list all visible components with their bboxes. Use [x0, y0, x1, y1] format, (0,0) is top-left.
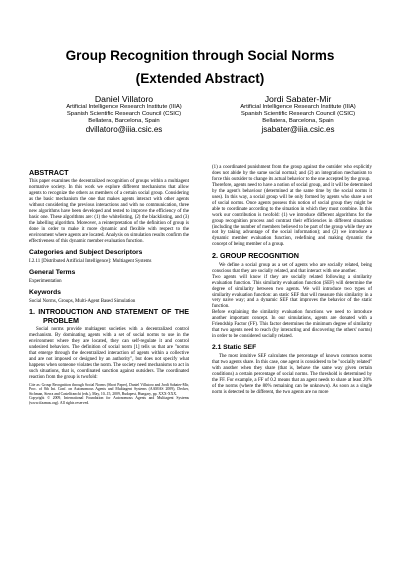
right-column — [212, 165, 372, 396]
categories-heading: Categories and Subject Descriptors — [29, 248, 143, 256]
author-affiliation: Spanish Scientific Research Council (CSIC) — [66, 111, 182, 118]
copyright-block — [29, 383, 189, 406]
author-email: dvillatoro@iiia.csic.es — [85, 125, 163, 135]
author-email: jsabater@iiia.csic.es — [261, 125, 335, 135]
author-affiliation: Spanish Scientific Research Council (CSIC) — [240, 111, 356, 118]
general-terms-heading: General Terms — [29, 268, 76, 276]
section2-paragraph: We define a social group as a set of agents who are socially related, being conscious that they are socially related, and that interact with one another. — [212, 262, 372, 274]
section21-text: The most intuitive SEF calculates the percentage of known common norms that two agents share. In this case, one agent is considered to be "socially related" with another when they share (that is, behave the same way given certain conditions) a certain percentage of social norms. The threshold is determined by the FF. For example, a FF of 0.2 means that an agent needs to share at least 20% of the norms (where the 80% remaining can be unknown). As soon as a single norm is detected to be different, the two agents are no more — [212, 354, 372, 395]
author-location: Bellatera, Barcelona, Spain — [88, 118, 160, 125]
section1-text: Social norms provide multiagent societies with a decentralized control mechanism. By dominating agents with a set of social norms to use in the environment where they are located, they can self-regulate it and control undesired behaviors. The definition of social norm [1] tells us that are "norms that emerge through the decentralized interaction of agents within a collective and are not imposed or designed by an authority", but does not specify what happens when someone violates the norm. The society need mechanisms to act in such situations, that is, coordinated sanction against outsiders. The coordinated reaction from the group is twofold: — [29, 327, 189, 380]
paper-subtitle: (Extended Abstract) — [135, 71, 265, 86]
section21-heading: 2.1 Static SEF — [212, 344, 257, 352]
author-name: Daniel Villatoro — [94, 94, 154, 104]
paper-title: Group Recognition through Social Norms — [65, 48, 335, 63]
abstract-text: This paper examines the decentralized recognition of groups within a multiagent normative society. In this work we explore different mechanisms that allow agents to recognize the others as members of a certain social group. Considering as the basic mechanism the one that makes agents interact with other agents without considering the previous interactions and with no communication, three new algorithms have been developed and tested to improve the efficiency of the basic one. These algorithms are: (1) the whitelisting, (2) the blacklisting, and (3) the labelling algorithm. Moreover, a reinterpretation of the definition of group is done in order to make it more dynamic and flexible with respect to the environment where agents are located. Analysis on simulation results confirm the effectiveness of this dynamic member evaluation function. — [29, 179, 189, 244]
left-column — [29, 165, 189, 405]
author-location: Bellatera, Barcelona, Spain — [262, 118, 334, 125]
section2-heading: 2. GROUP RECOGNITION — [212, 251, 299, 261]
cite-line: Cite as: Group Recognition through Social Norms (Short Paper), Daniel Villatoro and Jordi Sabater-Mir, Proc. of 8th Int. Conf. on Autonomous Agents and Multiagent Systems (AAMAS 2009), Decker, Sichman, Sierra and Castelfranchi (eds.), May, 10–15, 2009, Budapest, Hungary, pp. XXX-XXX. — [29, 382, 189, 396]
author-name: Jordi Sabater-Mir — [264, 94, 332, 104]
keywords-heading: Keywords — [29, 288, 61, 296]
keywords-text: Social Norms, Groups, Multi-Agent Based Simulation — [29, 298, 136, 304]
author-block — [24, 94, 224, 135]
author-affiliation: Artificial Intelligence Research Institute (IIIA) — [66, 104, 182, 110]
general-terms-text: Experimentation — [29, 278, 62, 284]
section1-heading: 1. INTRODUCTION AND STATEMENT OF THE PROBLEM — [29, 307, 189, 325]
author-block — [198, 94, 398, 135]
section2-paragraph: Two agents will know if they are socially related following a similarity evaluation function. This similarity evaluation function (SEF) will determine the degree of similarity between two agents. We will introduce two types of similarity evaluation function: an static SEF that will measure this similarity in a very naive way; and a dynamic SEF that improves the behavior of the static function. — [212, 274, 372, 310]
intro-continued-text: (1) a coordinated punishment from the group against the outsider who explicitly does not abide by the same social normal; and (2) an integration mechanism to force this outsider to change its actual behavior to the one accepted by the group. — [212, 165, 372, 182]
abstract-heading: ABSTRACT — [29, 168, 69, 177]
intro-paragraph: Therefore, agents need to have a notion of social group, and it will be determined by the agent's behaviour (determined at the same time by the social norms it uses). In this way, a social group will be only formed by agents who share a set of social norms. Once agents possess this notion of social group they might be able to coordinate according to the situation in which they must combine. In this work our contribution is twofold: (1) we introduce different algorithms for the group recognition process and contrast their efficiencies in different situations (including the number of members believed to be part of the group while they are not by taking advantage of the social information); and (2) we introduce a dynamic member evaluation function, redefining and making dynamic the concept of being member of a group. — [212, 182, 372, 248]
section2-paragraph: Before explaining the similarity evaluation functions we need to introduce another important concept. In our simulations, agents are donated with a Friendship Factor (FF). This factor determines the minimum degree of similarity that two agents need to reach (by interacting and discovering the others' norms) in order to be considered socially related. — [212, 310, 372, 340]
copyright-line: Copyright © 2009, International Foundation for Autonomous Agents and Multiagent Systems (www.ifaamas.org). All rights reserved. — [29, 396, 189, 405]
author-affiliation: Artificial Intelligence Research Institute (IIIA) — [240, 104, 356, 110]
categories-text: I.2.11 [Distributed Artificial Intelligence]: Multiagent Systems — [29, 258, 152, 264]
